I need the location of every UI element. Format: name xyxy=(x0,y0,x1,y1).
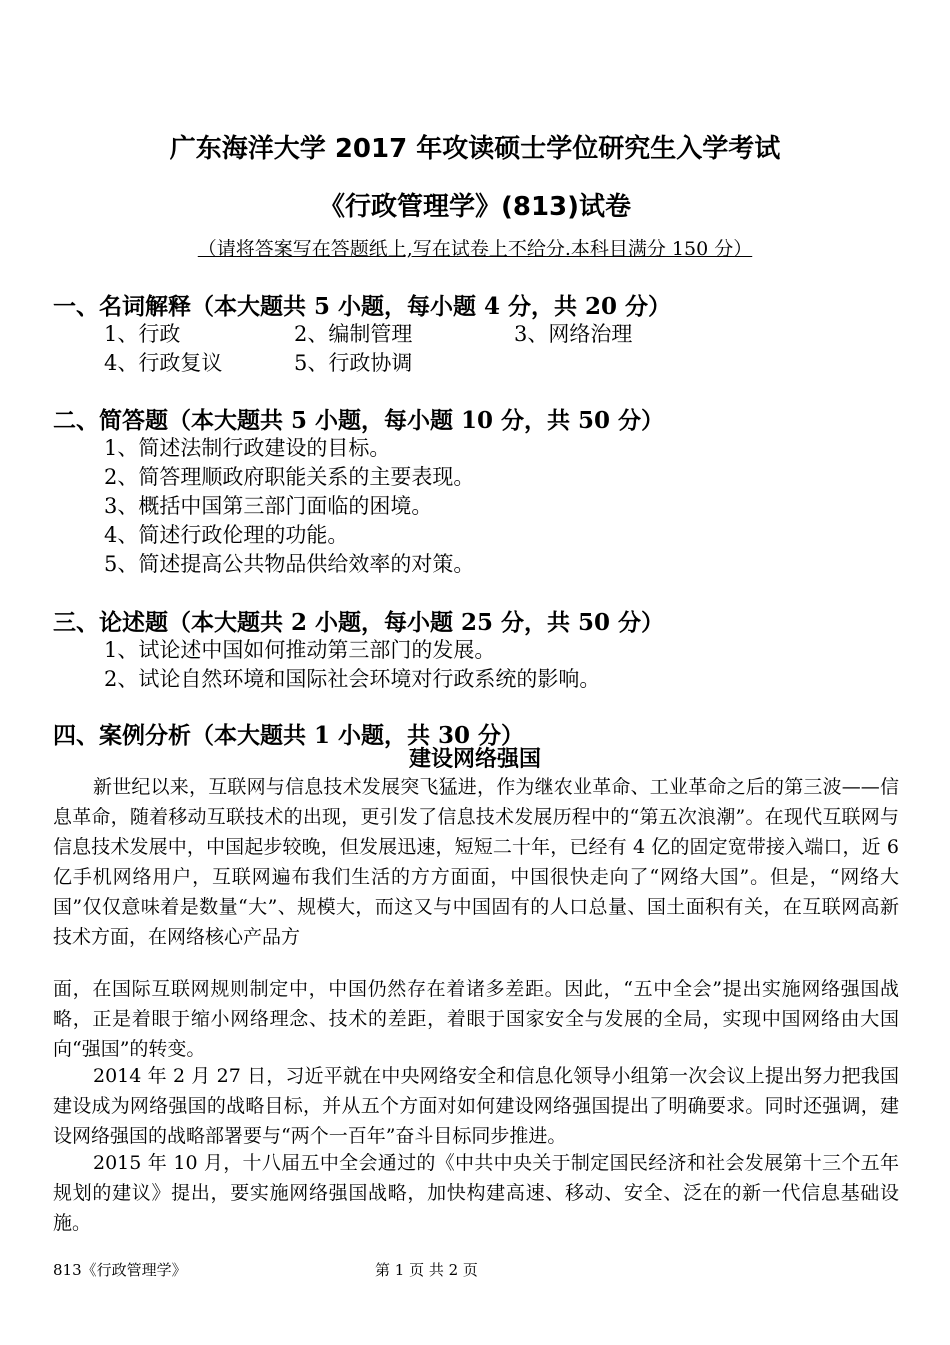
section1-heading: 一、名词解释（本大题共 5 小题，每小题 4 分，共 20 分） xyxy=(53,293,672,320)
s3-item-2: 2、试论自然环境和国际社会环境对行政系统的影响。 xyxy=(104,667,601,691)
case-paragraph-1: 新世纪以来，互联网与信息技术发展突飞猛进，作为继农业革命、工业革命之后的第三波——信息革命，随着移动互联技术的出现，更引发了信息技术发展历程中的“第五次浪潮”。在现代互联网与信息技术发展中，中国起步较晚，但发展迅速，短短二十年，已经有 4 亿的固定宽带接入端口，近 6 亿手机网络用户，互联网遍布我们生活的方方面面，中国很快走向了“网络大国”。但是，“网络大国”仅仅意味着是数量“大”、规模大，而这又与中国固有的人口总量、国土面积有关，在互联网高新技术方面，在网络核心产品方 xyxy=(53,776,899,948)
s1-item-4: 4、行政复议 xyxy=(104,351,223,375)
exam-title: 广东海洋大学 2017 年攻读硕士学位研究生入学考试 xyxy=(169,134,781,164)
section4-heading: 四、案例分析（本大题共 1 小题，共 30 分） xyxy=(53,722,525,749)
case-title: 建设网络强国 xyxy=(408,747,541,772)
s2-item-5: 5、简述提高公共物品供给效率的对策。 xyxy=(104,552,475,576)
section2-heading: 二、简答题（本大题共 5 小题，每小题 10 分，共 50 分） xyxy=(53,407,665,434)
exam-note xyxy=(0,234,950,261)
footer-page: 第 1 页 共 2 页 xyxy=(375,1261,478,1279)
s1-item-2: 2、编制管理 xyxy=(294,322,413,346)
s2-item-3: 3、概括中国第三部门面临的困境。 xyxy=(104,494,433,518)
footer-course: 813《行政管理学》 xyxy=(53,1261,187,1279)
exam-note-text: （请将答案写在答题纸上,写在试卷上不给分.本科目满分 150 分） xyxy=(197,238,753,260)
case-paragraph-3: 2014 年 2 月 27 日，习近平就在中央网络安全和信息化领导小组第一次会议上提出努力把我国建设成为网络强国的战略目标，并从五个方面对如何建设网络强国提出了明确要求。同时还强调，建设网络强国的战略部署要与“两个一百年”奋斗目标同步推进。 xyxy=(53,1065,899,1147)
s2-item-2: 2、简答理顺政府职能关系的主要表现。 xyxy=(104,465,475,489)
s2-item-4: 4、简述行政伦理的功能。 xyxy=(104,523,349,547)
s1-item-1: 1、行政 xyxy=(104,322,181,346)
case-paragraph-2: 面，在国际互联网规则制定中，中国仍然存在着诸多差距。因此，“五中全会”提出实施网络强国战略，正是着眼于缩小网络理念、技术的差距，着眼于国家安全与发展的全局，实现中国网络由大国向“强国”的转变。 xyxy=(53,978,899,1060)
exam-subtitle: 《行政管理学》(813)试卷 xyxy=(318,192,632,222)
s3-item-1: 1、试论述中国如何推动第三部门的发展。 xyxy=(104,638,496,662)
s1-item-5: 5、行政协调 xyxy=(294,351,413,375)
case-paragraph-4: 2015 年 10 月，十八届五中全会通过的《中共中央关于制定国民经济和社会发展第十三个五年规划的建议》提出，要实施网络强国战略，加快构建高速、移动、安全、泛在的新一代信息基础设施。 xyxy=(53,1152,899,1234)
s2-item-1: 1、简述法制行政建设的目标。 xyxy=(104,436,391,460)
section3-heading: 三、论述题（本大题共 2 小题，每小题 25 分，共 50 分） xyxy=(53,609,665,636)
s1-item-3: 3、网络治理 xyxy=(514,322,633,346)
